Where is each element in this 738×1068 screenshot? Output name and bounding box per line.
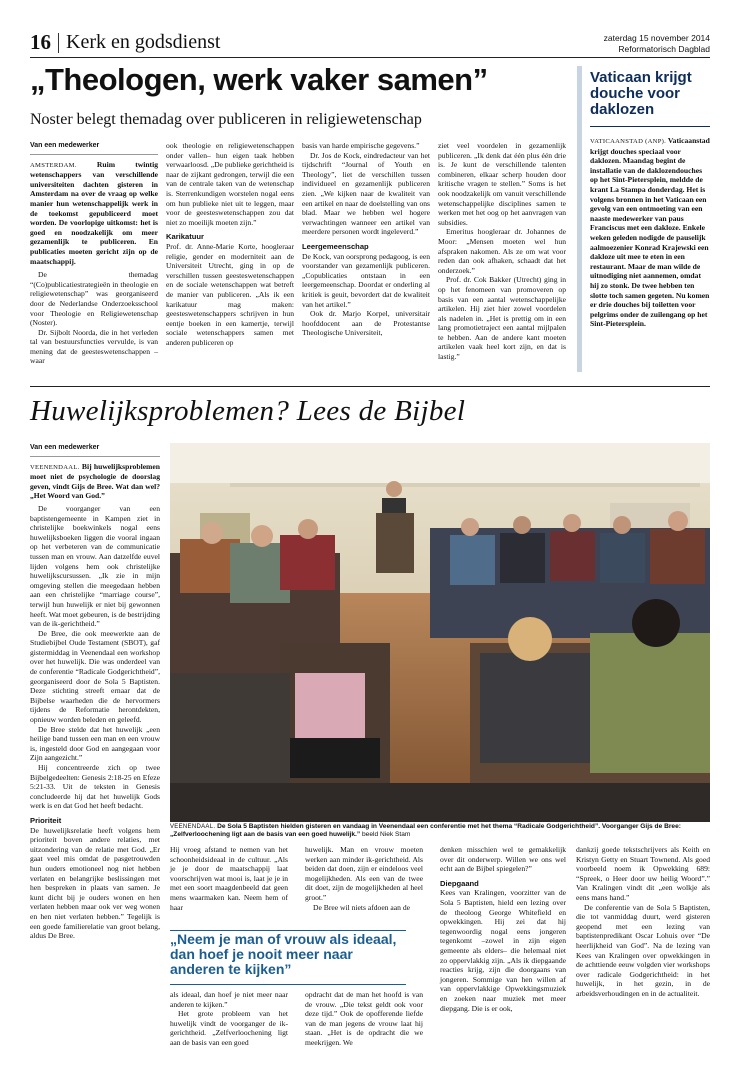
article1-column-2 (166, 141, 294, 347)
page-number: 16 (30, 30, 51, 54)
article2-paragraph: Hij vroeg afstand te nemen van het schoonheidsideaal in de cultuur. „Als je je door de maatschappij laat voorschrijven wat mooi is, laat je je in met een soort maagdenbeeld dat geen mens waarmaken kan. Neem hem of haar (170, 845, 288, 912)
paper-name: Reformatorisch Dagblad (618, 44, 710, 54)
photo-credit: beeld Niek Stam (362, 831, 411, 839)
article1-column-3 (302, 141, 430, 338)
article2-paragraph: Het grote probleem van het huwelijk vindt de voorganger de ik-gerichtheid. „Zelfverloochening ligt aan de basis van een goed (170, 1009, 288, 1047)
sidebar-place: VATICAANSTAD (ANP). (590, 138, 667, 145)
article1-byline: Van een medewerker (30, 142, 100, 149)
article1-subhead: Noster belegt themadag over publiceren in religiewetenschap (30, 111, 422, 128)
byline-rule (30, 154, 158, 155)
article-separator (30, 386, 710, 387)
article1-paragraph: basis van harde empirische gegevens.” (302, 141, 420, 150)
article1-paragraph: ook theologie en religiewetenschappen onder vallen– hun eigen taak hebben verwaarloosd. „De publieke gerichtheid is naar de zijkant gedrongen, terwijl die een van de centrale taken van de wetenschap is. Sterrenkundigen worstelen nogal eens om hun publieke niet uit te leggen, maar voor de geesteswetenschappen zou dat niet zo moeilijk moeten zijn.” (166, 141, 294, 227)
article2-column-2 (170, 845, 288, 912)
quote-rule-bottom (170, 984, 406, 985)
article2-paragraph: Kees van Kralingen, voorzitter van de Sola 5 Baptisten, hield een lezing over de theoloog George Whitefield en opwekkingen. Hij zei dat hij tegenwoordig nogal eens jongeren tegenkomt –zowel in zijn eigen gemeente als elders– die helemaal niet zo oppervlakkig zijn. „Als ik diepgaande reacties krijg, zijn die doorgaans van jongeren. Sommige van hen willen af van oppervlakkige Opwekkingsmuziek en zoeken naar muziek met meer diepgang. Die is er ook, (440, 888, 566, 1013)
sidebar-headline: Vaticaan krijgt douche voor daklozen (590, 69, 692, 118)
article1-crosshead: Leergemeenschap (302, 241, 369, 251)
article2-paragraph: opdracht dat de man het hoofd is van de vrouw. „Die tekst geldt ook voor deze tijd.” Ook de opofferende liefde van de man jegens de vrouw laat hij staan. „Het is de opdracht die we meekrijgen. We (305, 990, 423, 1047)
article2-paragraph: De Bree stelde dat het huwelijk „een heilige band tussen een man en een vrouw is, ingesteld door God en aangegaan voor Zijn aangezicht.” (30, 724, 160, 763)
article1-paragraph: ziet veel voordelen in gezamenlijk publiceren. „Ik denk dat één plus één drie is. Je kunt de verschillende talenten combineren, elkaar scherp houden door kritische vragen te stellen.” Soms is het ook noodzakelijk om vanuit verschillende wetenschappelijke disciplines samen te werken met het oog op het aanvragen van subsidies. (438, 141, 566, 227)
masthead-rule (30, 57, 710, 58)
article2-paragraph: De huwelijksrelatie heeft volgens hem prioriteit boven andere relaties, met uitzondering van de relatie met God. „Er gaat veel mis omdat de pasgetrouwden hun ouders emotioneel nog niet hebben verlaten en belangrijke beslissingen met hen bespreken in plaats van samen. Je kunt dicht bij je ouders wonen en hen verlaten hebben maar ook ver weg wonen en hen niet verlaten hebben.” Tegelijk is een goede familierelatie van groot belang, aldus De Bree. (30, 825, 160, 941)
article1-paragraph: De themadag “(Co)publicatiestrategieën in theologie en religiewetenschap” was georganiseerd door de Nederlandse Onderzoeksschool voor Theologie en Religiewetenschap (Noster). (30, 270, 158, 328)
sidebar-body (590, 136, 710, 329)
article1-column-4 (438, 141, 566, 362)
article2-column-5 (576, 845, 710, 999)
article2-crosshead: Diepgaand (440, 878, 479, 888)
article2-column-3-bottom (305, 990, 423, 1048)
article1-paragraph: Prof. dr. Cok Bakker (Utrecht) ging in op het fenomeen van promoveren op basis van een aantal wetenschappelijke artikelen. Hij ziet hier zowel voordelen als nadelen in. „Het is prettig om in een lang promotietraject een aantal mijlpalen te hebben. Aan de andere kant moeten artikelen vaak heel kort zijn, en dat is lastig.” (438, 275, 566, 362)
article2-paragraph: De conferentie van de Sola 5 Baptisten, die tot vanmiddag duurt, werd gisteren geopend met een lezing van baptistenpredikant Oscar Lohuis over “De heerlijkheid van God”. Na de lezing van Kees van Kralingen over opwekkingen in de achttiende eeuw volgden vier workshops over radicale Godgerichtheid: in het huwelijk, in het gezin, in de arbeidsverhoudingen en in de actualiteit. (576, 902, 710, 998)
sidebar-text: Vaticaanstad krijgt douches speciaal voor daklozen. Maandag begint de installatie van de daklozendouches op het Sint-Pietersplein, meldde de krant La Stampa donderdag. Het is volgens bronnen in het Vaticaan een gevolg van een ontmoeting van een naaste medewerker van paus Franciscus met een dakloze. Enkele weken geleden nodigde de pauselijk aalmoezenier Konrad Krajewski een dakloze uit mee te eten in een restaurant. Maar de man wilde de uitnodiging niet aannemen, omdat hij zo stonk. De twee hebben ten slotte toch samen gegeten. Nu komen er drie douches bij toiletten voor pelgrims onder de zuilengang op het Sint-Pietersplein. (590, 136, 710, 329)
photo-caption (170, 823, 710, 840)
article2-paragraph: als ideaal, dan hoef je niet meer naar anderen te kijken.” (170, 990, 288, 1009)
article1-column-1 (30, 141, 158, 366)
article2-paragraph: De Bree, die ook meewerkte aan de Studiebijbel Oude Testament (SBOT), gaf gistermiddag in Veenendaal een workshop over het huwelijk. Die was onderdeel van de conferentie “Radicale Godgerichtheid”, georganiseerd door de Sola 5 Baptisten. Deze stichting streeft ernaar dat de Bijbelse waarheden die de hervormers tijdens de Reformatie herontdekten, opnieuw worden beleden en geleefd. (30, 628, 160, 725)
article1-headline: „Theologen, werk vaker samen” (30, 62, 488, 97)
article2-paragraph: dankzij goede tekstschrijvers als Keith en Kristyn Getty en Stuart Townend. Als goed voorbeeld noem ik Opwekking 689: “Spreek, o Heer door uw heilig Woord”.” Van Kralingen vindt dit „een wolkje als eens mans hand.” (576, 845, 710, 902)
article2-paragraph: denken misschien wel te gemakkelijk over dit onderwerp. Willen we ons wel echt aan de Bijbel spiegelen?” (440, 845, 566, 874)
article2-column-2-bottom (170, 990, 288, 1048)
conference-photo (170, 443, 710, 822)
article2-paragraph: De Bree wil niets afdoen aan de (313, 902, 410, 912)
article1-paragraph: Prof. dr. Anne-Marie Korte, hoogleraar religie, gender en moderniteit aan de Universiteit Utrecht, ging in op de verschillen tussen geesteswetenschappen en de sociale wetenschappen wat betreft de manier van publiceren. „Als ik een karikatuur mag maken: geesteswetenschappers schrijven in hun eentje boeken in een kamertje, terwijl sociale wetenschappers samen met anderen publiceren op (166, 241, 294, 347)
article1-crosshead: Karikatuur (166, 232, 204, 242)
article2-crosshead: Prioriteit (30, 815, 62, 825)
article2-paragraph: huwelijk. Man en vrouw moeten werken aan minder ik-gerichtheid. Als beiden dat doen, zijn er eindeloos veel mogelijkheden. Als een van de twee dit doet, zijn de mogelijkheden al heel groot.” (305, 845, 423, 902)
dateline (604, 33, 710, 55)
issue-date: zaterdag 15 november 2014 (603, 33, 710, 43)
pull-quote: „Neem je man of vrouw als ideaal, dan hoef je nooit meer naar anderen te kijken” (170, 931, 397, 977)
article1-paragraph: Emeritus hoogleraar dr. Johannes de Moor: „Mensen moeten wel hun afspraken nakomen. Als ze om wat voor reden dan ook afhaken, schaadt dat het onderzoek.” (438, 227, 566, 275)
article1-lead: Ruim twintig wetenschappers van verschillende universiteiten dachten gisteren in Amsterdam na over de vraag op welke manier hun wetenschappelijk werk in de toekomst gepubliceerd moet worden. De voorlopige uitkomst: het is goed en noodzakelijk om meer gezamenlijk te publiceren. En publicaties moeten gericht zijn op de maatschappij. (30, 159, 158, 266)
article1-paragraph: Ook dr. Marjo Korpel, universitair hoofddocent aan de Protestantse Theologische Universiteit, (302, 309, 430, 338)
byline-rule (30, 456, 160, 457)
article2-headline: Huwelijksproblemen? Lees de Bijbel (30, 395, 466, 427)
article2-lead: Bij huwelijksproblemen moet niet de psychologie de doorslag geven, vindt Gijs de Bree. Wat dan wel? „Het Woord van God.” (30, 461, 160, 501)
article2-place: VEENENDAAL. (30, 463, 80, 471)
article2-column-4 (440, 845, 566, 1013)
caption-text: De Sola 5 Baptisten hielden gisteren en vandaag in Veenendaal een conferentie met het thema “Radicale Godgerichtheid”. Voorganger Gijs de Bree: „Zelfverloochening ligt aan de basis van een goed huwelijk.” (170, 823, 681, 839)
article2-byline: Van een medewerker (30, 444, 100, 451)
article2-column-3 (305, 845, 423, 912)
article2-left-column (30, 443, 160, 941)
article2-paragraph: Hij concentreerde zich op twee Bijbelgedeelten: Genesis 2:18-25 en Efeze 5:21-33. Uit de teksten in Genesis concludeerde hij dat het huwelijk Gods werk is en dat God het heeft bedacht. (30, 763, 160, 811)
section-title: Kerk en godsdienst (66, 31, 221, 53)
article1-place: AMSTERDAM. (30, 161, 77, 169)
sidebar-rule (590, 126, 710, 127)
conference-photo-image (170, 443, 710, 822)
caption-place: VEENENDAAL. (170, 824, 216, 830)
masthead-divider (58, 33, 59, 53)
article2-paragraph: De voorganger van een baptistengemeente in Kampen ziet in christelijke boekwinkels nogal eens huwelijksboeken liggen die vooral ingaan op het verbeteren van de communicatie tussen man en vrouw. Aan datzelfde euvel lijden volgens hem ook christelijke huwelijkscursussen. „Ik zie in mijn omgeving stellen die meegedaan hebben aan een christelijke “marriage course”, terwijl hun huwelijk er niet bij gewonnen heeft. Wat moet gebeuren, is de bestrijding van de ik-gerichtheid.” (30, 503, 160, 629)
article1-paragraph: De Kock, van oorsprong pedagoog, is een voorstander van gezamenlijk publiceren. „Copublicaties ontstaan in een leergemeenschap. Doordat er onderling al kritiek is geuit, bevordert dat de kwaliteit van het artikel.” (302, 251, 430, 309)
article1-paragraph: Dr. Sijbolt Noorda, die in het verleden tal van bestuursfuncties vervulde, is van mening dat de geesteswetenschappen –waar (30, 327, 158, 366)
article1-paragraph: Dr. Jos de Kock, eindredacteur van het tijdschrift “Journal of Youth en Theology”, liet de verschillen tussen individueel en gezamenlijk publiceren zien. „We kijken naar de kwaliteit van een artikel en naar de doelstelling van ons blad. Maar we hebben wel hogere verwachtingen wanneer een artikel van meerdere personen wordt ingeleverd.” (302, 150, 430, 237)
